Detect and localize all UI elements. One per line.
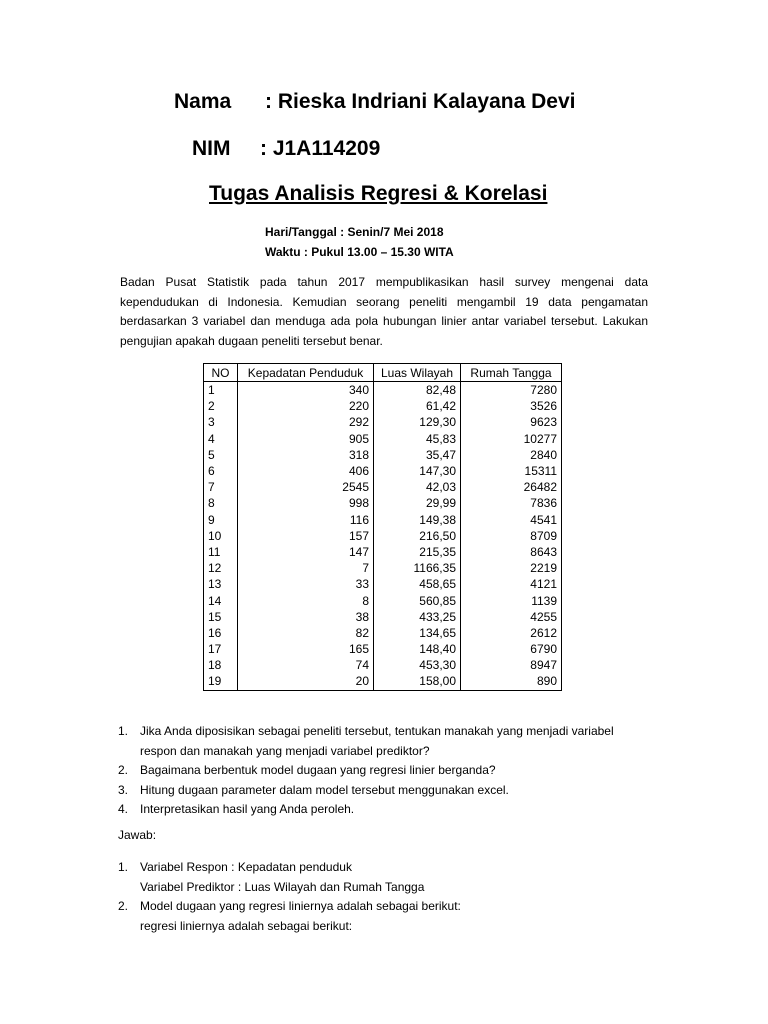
table-cell: 29,99 xyxy=(374,495,461,511)
table-cell: 7 xyxy=(204,479,238,495)
table-cell: 8947 xyxy=(461,657,562,673)
table-row xyxy=(204,560,562,576)
table-row xyxy=(204,544,562,560)
table-cell: 215,35 xyxy=(374,544,461,560)
table-cell: 4 xyxy=(204,431,238,447)
table-cell: 3 xyxy=(204,414,238,430)
table-cell: 149,38 xyxy=(374,512,461,528)
table-cell: 8 xyxy=(204,495,238,511)
table-cell: 7836 xyxy=(461,495,562,511)
table-row xyxy=(204,479,562,495)
table-cell: 2840 xyxy=(461,447,562,463)
table-cell: 9623 xyxy=(461,414,562,430)
name-value: : Rieska Indriani Kalayana Devi xyxy=(265,90,576,113)
table-cell: 14 xyxy=(204,592,238,608)
table-cell: 42,03 xyxy=(374,479,461,495)
table-row xyxy=(204,609,562,625)
table-cell: 129,30 xyxy=(374,414,461,430)
table-row xyxy=(204,495,562,511)
table-cell: 8643 xyxy=(461,544,562,560)
table-row xyxy=(204,512,562,528)
table-cell: 10 xyxy=(204,528,238,544)
table-row xyxy=(204,431,562,447)
column-header: Kepadatan Penduduk xyxy=(238,364,374,382)
table-cell: 157 xyxy=(238,528,374,544)
table-cell: 406 xyxy=(238,463,374,479)
table-cell: 10277 xyxy=(461,431,562,447)
table-cell: 905 xyxy=(238,431,374,447)
table-cell: 82,48 xyxy=(374,382,461,399)
table-cell: 998 xyxy=(238,495,374,511)
table-cell: 8 xyxy=(238,592,374,608)
table-cell: 148,40 xyxy=(374,641,461,657)
document-title: Tugas Analisis Regresi & Korelasi xyxy=(209,182,548,205)
list-text: Variabel Prediktor : Luas Wilayah dan Rumah Tangga xyxy=(140,879,425,894)
table-row xyxy=(204,673,562,690)
table-cell: 560,85 xyxy=(374,592,461,608)
table-cell: 890 xyxy=(461,673,562,690)
column-header: Luas Wilayah xyxy=(374,364,461,382)
intro-paragraph: Badan Pusat Statistik pada tahun 2017 mempublikasikan hasil survey mengenai data kependudukan di Indonesia. Kemudian seorang peneliti mengambil 19 data pengamatan berdasarkan 3 variabel dan menduga ada pola hubungan linier antar variabel tersebut. Lakukan pengujian apakah dugaan peneliti tersebut benar. xyxy=(120,275,648,348)
table-cell: 61,42 xyxy=(374,398,461,414)
table-cell: 2612 xyxy=(461,625,562,641)
list-number: 1. xyxy=(118,860,129,874)
list-text: Variabel Respon : Kepadatan penduduk xyxy=(140,860,352,874)
table-cell: 12 xyxy=(204,560,238,576)
table-cell: 11 xyxy=(204,544,238,560)
table-cell: 38 xyxy=(238,609,374,625)
list-text: respon dan manakah yang menjadi variabel prediktor? xyxy=(140,743,430,758)
table-cell: 4541 xyxy=(461,512,562,528)
table-cell: 1 xyxy=(204,382,238,399)
table-cell: 26482 xyxy=(461,479,562,495)
list-number: 1. xyxy=(118,724,129,738)
table-cell: 116 xyxy=(238,512,374,528)
list-text: Model dugaan yang regresi liniernya adalah sebagai berikut: xyxy=(140,899,461,913)
table-cell: 74 xyxy=(238,657,374,673)
table-cell: 4121 xyxy=(461,576,562,592)
table-row xyxy=(204,576,562,592)
table-row xyxy=(204,625,562,641)
table-row xyxy=(204,382,562,399)
table-cell: 9 xyxy=(204,512,238,528)
table-cell: 8709 xyxy=(461,528,562,544)
table-cell: 292 xyxy=(238,414,374,430)
table-cell: 15 xyxy=(204,609,238,625)
table-cell: 2219 xyxy=(461,560,562,576)
table-cell: 20 xyxy=(238,673,374,690)
table-cell: 147,30 xyxy=(374,463,461,479)
table-row xyxy=(204,592,562,608)
column-header: Rumah Tangga xyxy=(461,364,562,382)
table-cell: 165 xyxy=(238,641,374,657)
table-cell: 33 xyxy=(238,576,374,592)
table-header-row xyxy=(204,364,562,382)
table-cell: 17 xyxy=(204,641,238,657)
answer-label: Jawab: xyxy=(118,828,157,842)
table-cell: 216,50 xyxy=(374,528,461,544)
table-cell: 134,65 xyxy=(374,625,461,641)
table-row xyxy=(204,398,562,414)
table-cell: 147 xyxy=(238,544,374,560)
time-line: Waktu : Pukul 13.00 – 15.30 WITA xyxy=(265,245,454,259)
table-cell: 3526 xyxy=(461,398,562,414)
table-cell: 340 xyxy=(238,382,374,399)
table-cell: 15311 xyxy=(461,463,562,479)
table-cell: 16 xyxy=(204,625,238,641)
table-cell: 433,25 xyxy=(374,609,461,625)
table-cell: 2 xyxy=(204,398,238,414)
table-row xyxy=(204,641,562,657)
table-cell: 6790 xyxy=(461,641,562,657)
table-cell: 7280 xyxy=(461,382,562,399)
list-text: Interpretasikan hasil yang Anda peroleh. xyxy=(140,802,355,816)
nim-label: NIM xyxy=(192,137,231,160)
table-row xyxy=(204,414,562,430)
table-cell: 1139 xyxy=(461,592,562,608)
nim-value: : J1A114209 xyxy=(260,137,381,160)
table-cell: 45,83 xyxy=(374,431,461,447)
table-cell: 220 xyxy=(238,398,374,414)
table-cell: 82 xyxy=(238,625,374,641)
table-cell: 6 xyxy=(204,463,238,479)
table-cell: 7 xyxy=(238,560,374,576)
table-cell: 4255 xyxy=(461,609,562,625)
table-cell: 458,65 xyxy=(374,576,461,592)
list-text: Hitung dugaan parameter dalam model tersebut menggunakan excel. xyxy=(140,782,509,797)
table-row xyxy=(204,657,562,673)
list-number: 4. xyxy=(118,802,129,816)
table-cell: 2545 xyxy=(238,479,374,495)
date-line: Hari/Tanggal : Senin/7 Mei 2018 xyxy=(265,225,444,239)
table-cell: 35,47 xyxy=(374,447,461,463)
list-number: 2. xyxy=(118,899,129,913)
table-row xyxy=(204,447,562,463)
table-cell: 158,00 xyxy=(374,673,461,690)
table-cell: 5 xyxy=(204,447,238,463)
list-number: 3. xyxy=(118,782,129,797)
data-table xyxy=(203,363,562,691)
table-cell: 318 xyxy=(238,447,374,463)
table-cell: 19 xyxy=(204,673,238,690)
table-cell: 18 xyxy=(204,657,238,673)
list-text: Bagaimana berbentuk model dugaan yang regresi linier berganda? xyxy=(140,763,496,777)
name-label: Nama xyxy=(174,90,232,113)
list-number: 2. xyxy=(118,763,129,777)
table-cell: 13 xyxy=(204,576,238,592)
table-cell: 1166,35 xyxy=(374,560,461,576)
list-text: Jika Anda diposisikan sebagai peneliti tersebut, tentukan manakah yang menjadi variabel xyxy=(140,724,614,738)
table-cell: 453,30 xyxy=(374,657,461,673)
table-row xyxy=(204,528,562,544)
list-text: regresi liniernya adalah sebagai berikut: xyxy=(140,918,353,933)
table-row xyxy=(204,463,562,479)
column-header: NO xyxy=(204,364,238,382)
